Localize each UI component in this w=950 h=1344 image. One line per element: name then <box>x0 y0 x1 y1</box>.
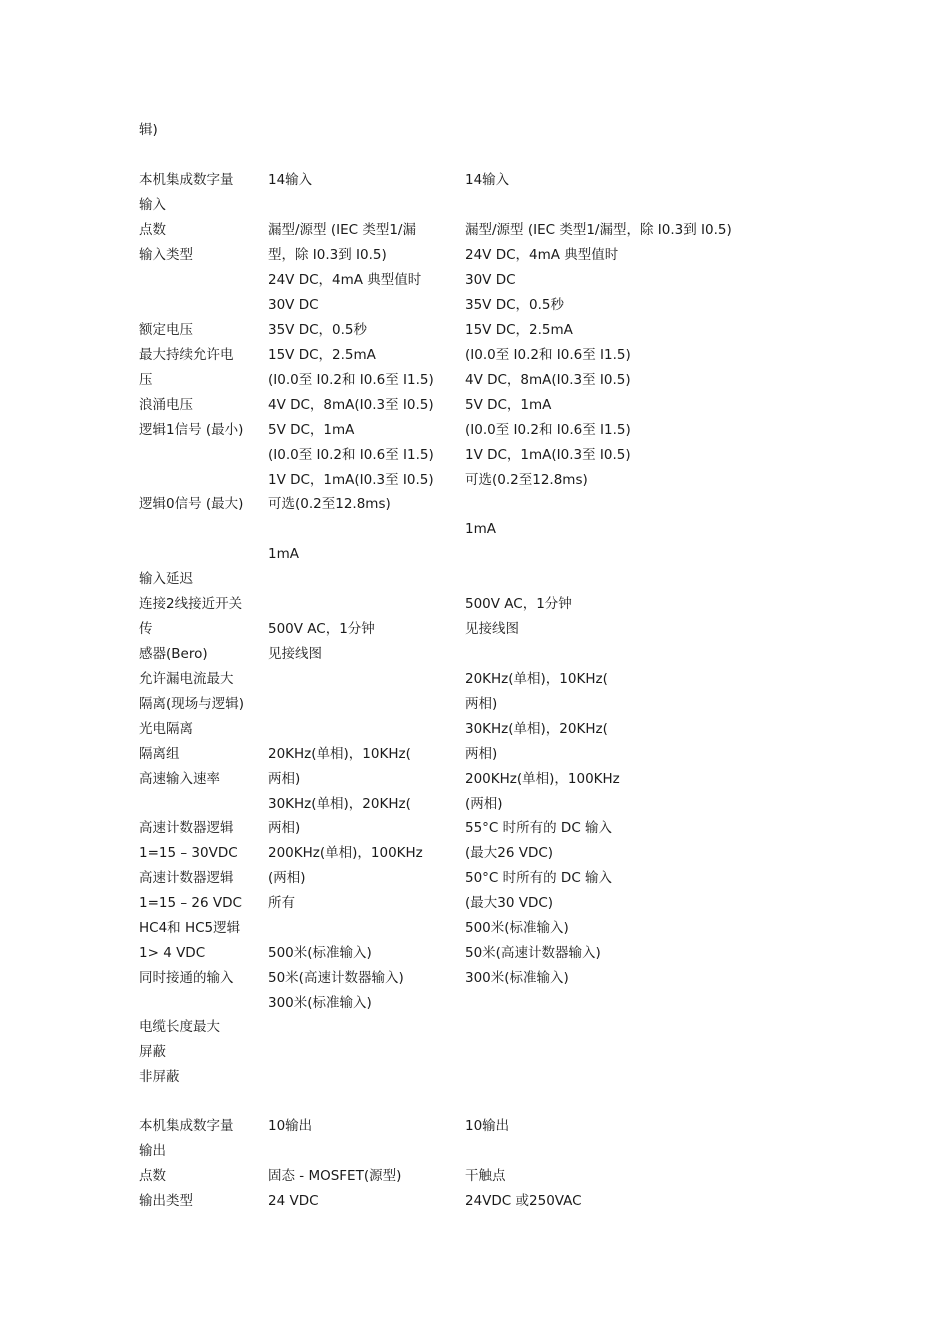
label-line: 允许漏电流最大 <box>139 671 234 687</box>
value-line: 所有 <box>268 895 295 911</box>
label-line: 输出类型 <box>139 1193 193 1209</box>
value-line: 10输出 <box>465 1118 510 1134</box>
value-line: 两相) <box>268 771 301 787</box>
value-line: 型，除 I0.3到 I0.5) <box>268 247 387 263</box>
value-line: 固态 - MOSFET(源型) <box>268 1168 402 1184</box>
value-line: 30KHz(单相)，20KHz( <box>268 796 411 812</box>
value-line: 200KHz(单相)，100KHz <box>465 771 620 787</box>
label-line: 高速计数器逻辑 <box>139 870 234 886</box>
label-line: 点数 <box>139 1168 166 1184</box>
value-line: 漏型/源型 (IEC 类型1/漏型，除 I0.3到 I0.5) <box>465 222 732 238</box>
value-line: (I0.0至 I0.2和 I0.6至 I1.5) <box>268 372 434 388</box>
label-line: 额定电压 <box>139 322 193 338</box>
label-line: 点数 <box>139 222 166 238</box>
label-line: 1=15 – 30VDC <box>139 845 238 861</box>
value-line: 50°C 时所有的 DC 输入 <box>465 870 613 886</box>
value-line: 14输入 <box>268 172 313 188</box>
value-line: 24 VDC <box>268 1193 319 1209</box>
value-line: 漏型/源型 (IEC 类型1/漏 <box>268 222 416 238</box>
value-line: 10输出 <box>268 1118 313 1134</box>
value-line: 14输入 <box>465 172 510 188</box>
value-line: 1mA <box>268 546 299 562</box>
label-line: 输入 <box>139 197 166 213</box>
value-line: 15V DC，2.5mA <box>465 322 573 338</box>
label-line: 高速计数器逻辑 <box>139 820 234 836</box>
label-line: HC4和 HC5逻辑 <box>139 920 241 936</box>
value-line: 24VDC 或250VAC <box>465 1193 582 1209</box>
label-line: 屏蔽 <box>139 1044 166 1060</box>
value-line: 1mA <box>465 521 496 537</box>
label-line: 隔离组 <box>139 746 180 762</box>
label-line: 同时接通的输入 <box>139 970 234 986</box>
label-line: 浪涌电压 <box>139 397 193 413</box>
value-line: 24V DC，4mA 典型值时 <box>465 247 619 263</box>
label-line: 本机集成数字量 <box>139 172 234 188</box>
value-line: 500V AC，1分钟 <box>268 621 375 637</box>
label-line: 非屏蔽 <box>139 1069 180 1085</box>
value-line: 30V DC <box>268 297 319 313</box>
label-line: 传 <box>139 621 153 637</box>
label-line: 感器(Bero) <box>139 646 208 662</box>
value-line: 1V DC，1mA(I0.3至 I0.5) <box>465 447 631 463</box>
value-line: (I0.0至 I0.2和 I0.6至 I1.5) <box>465 347 631 363</box>
value-line: 5V DC，1mA <box>465 397 552 413</box>
value-line: 200KHz(单相)，100KHz <box>268 845 423 861</box>
value-line: 可选(0.2至12.8ms) <box>465 472 588 488</box>
value-line: 20KHz(单相)，10KHz( <box>465 671 608 687</box>
label-line: 本机集成数字量 <box>139 1118 234 1134</box>
value-line: 500米(标准输入) <box>268 945 372 961</box>
label-line: 高速输入速率 <box>139 771 220 787</box>
label-line: 逻辑0信号 (最大) <box>139 496 244 512</box>
value-line: 55°C 时所有的 DC 输入 <box>465 820 613 836</box>
value-line: 15V DC，2.5mA <box>268 347 376 363</box>
value-line: 35V DC，0.5秒 <box>465 297 564 313</box>
value-line: 30V DC <box>465 272 516 288</box>
value-line: 见接线图 <box>465 621 519 637</box>
value-line: 35V DC，0.5秒 <box>268 322 367 338</box>
label-line: 最大持续允许电 <box>139 347 234 363</box>
value-line: 50米(高速计数器输入) <box>268 970 404 986</box>
value-line: 4V DC，8mA(I0.3至 I0.5) <box>465 372 631 388</box>
label-line: 逻辑1信号 (最小) <box>139 422 244 438</box>
value-line: 1V DC，1mA(I0.3至 I0.5) <box>268 472 434 488</box>
value-line: 4V DC，8mA(I0.3至 I0.5) <box>268 397 434 413</box>
label-line: 输出 <box>139 1143 166 1159</box>
label-line: 1> 4 VDC <box>139 945 206 961</box>
value-line: 50米(高速计数器输入) <box>465 945 601 961</box>
label-line: 压 <box>139 372 153 388</box>
value-line: 500V AC，1分钟 <box>465 596 572 612</box>
value-line: 30KHz(单相)，20KHz( <box>465 721 608 737</box>
value-line: 两相) <box>465 746 498 762</box>
value-line: 24V DC，4mA 典型值时 <box>268 272 422 288</box>
label-line: 辑) <box>139 122 158 138</box>
value-line: 两相) <box>268 820 301 836</box>
label-line: 输入类型 <box>139 247 193 263</box>
value-line: 20KHz(单相)，10KHz( <box>268 746 411 762</box>
value-line: (I0.0至 I0.2和 I0.6至 I1.5) <box>268 447 434 463</box>
label-line: 连接2线接近开关 <box>139 596 243 612</box>
value-line: 5V DC，1mA <box>268 422 355 438</box>
value-line: (最大30 VDC) <box>465 895 554 911</box>
label-line: 电缆长度最大 <box>139 1019 220 1035</box>
label-line: 输入延迟 <box>139 571 193 587</box>
label-line: 1=15 – 26 VDC <box>139 895 242 911</box>
value-line: (两相) <box>465 796 503 812</box>
label-line: 光电隔离 <box>139 721 193 737</box>
label-line: 隔离(现场与逻辑) <box>139 696 245 712</box>
value-line: (两相) <box>268 870 306 886</box>
value-line: 300米(标准输入) <box>268 995 372 1011</box>
value-line: 见接线图 <box>268 646 322 662</box>
value-line: (I0.0至 I0.2和 I0.6至 I1.5) <box>465 422 631 438</box>
value-line: 可选(0.2至12.8ms) <box>268 496 391 512</box>
value-line: 500米(标准输入) <box>465 920 569 936</box>
value-line: 两相) <box>465 696 498 712</box>
value-line: (最大26 VDC) <box>465 845 554 861</box>
value-line: 300米(标准输入) <box>465 970 569 986</box>
value-line: 干触点 <box>465 1168 506 1184</box>
